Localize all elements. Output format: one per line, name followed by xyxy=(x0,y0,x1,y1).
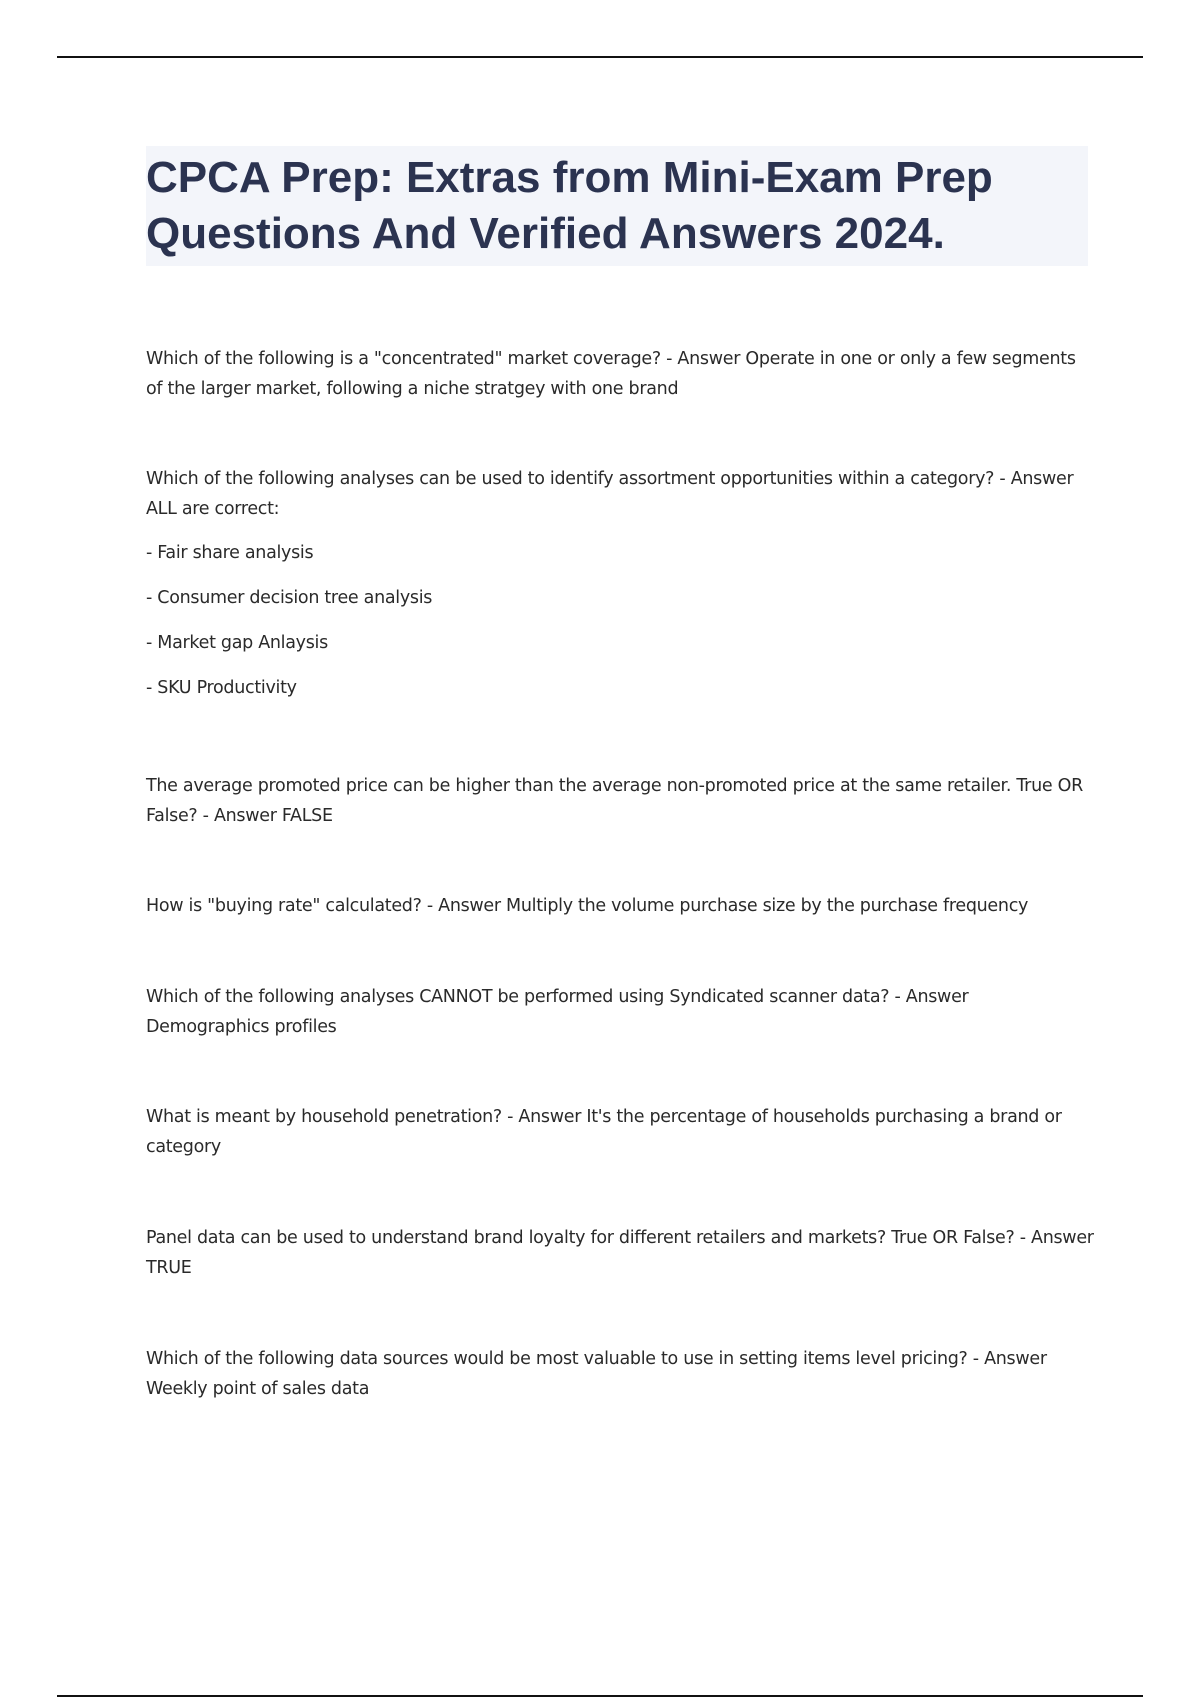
document-title: CPCA Prep: Extras from Mini-Exam Prep Questions And Verified Answers 2024. xyxy=(146,153,993,258)
qa-item-7: Panel data can be used to understand brand loyalty for different retailers and markets? True OR False? - Answer TRUE xyxy=(146,1228,1094,1278)
bullet-item: - SKU Productivity xyxy=(146,678,297,698)
bullet-item: - Consumer decision tree analysis xyxy=(146,588,433,608)
bottom-divider xyxy=(57,1695,1143,1697)
bullet-item: - Fair share analysis xyxy=(146,543,314,563)
qa-item-3: The average promoted price can be higher than the average non-promoted price at the same retailer. True OR False? - Answer FALSE xyxy=(146,776,1083,826)
qa-item-2-text: Which of the following analyses can be used to identify assortment opportunities within a category? - Answer ALL are correct: xyxy=(146,469,1074,519)
qa-item-1: Which of the following is a "concentrated" market coverage? - Answer Operate in one or only a few segments of the larger market, following a niche stratgey with one brand xyxy=(146,349,1076,399)
qa-item-4: How is "buying rate" calculated? - Answer Multiply the volume purchase size by the purchase frequency xyxy=(146,896,1029,916)
qa-item-2 xyxy=(146,464,1096,703)
qa-item-5: Which of the following analyses CANNOT be performed using Syndicated scanner data? - Answer Demographics profiles xyxy=(146,987,969,1037)
bullet-item: - Market gap Anlaysis xyxy=(146,633,328,653)
qa-item-6: What is meant by household penetration? - Answer It's the percentage of households purchasing a brand or category xyxy=(146,1107,1062,1157)
title-banner xyxy=(146,146,1088,266)
top-divider xyxy=(57,56,1143,58)
qa-list xyxy=(146,344,1096,1404)
qa-item-2-bullets xyxy=(146,538,1096,703)
qa-item-8: Which of the following data sources would be most valuable to use in setting items level pricing? - Answer Weekly point of sales data xyxy=(146,1349,1047,1399)
